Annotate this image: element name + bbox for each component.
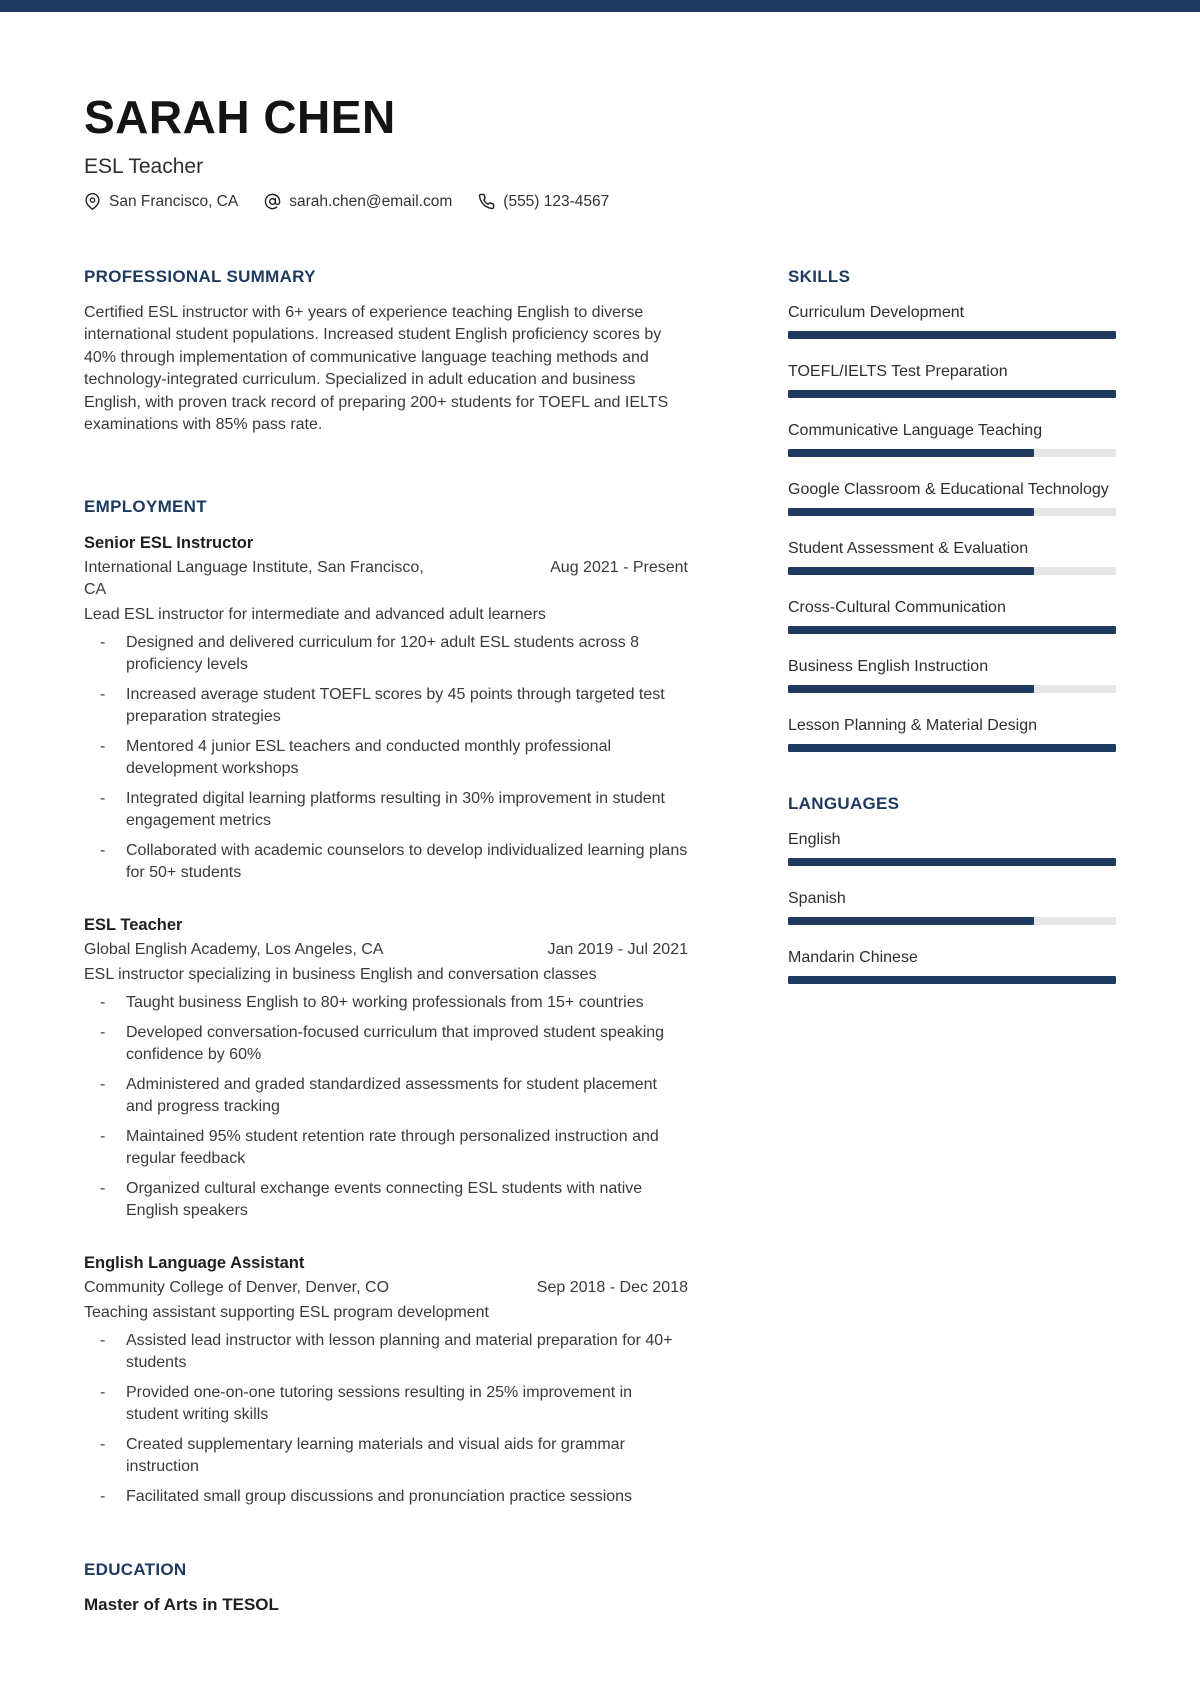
skill-bar-track [788,331,1116,339]
job-bullet: - Designed and delivered curriculum for 120+ adult ESL students across 8 proficiency levels [84,632,688,676]
job-bullets [84,632,688,884]
contact-email [264,193,452,211]
right-column [788,267,1116,1615]
job-summary: Teaching assistant supporting ESL program development [84,1303,489,1321]
job-meta-row [84,939,688,961]
job-bullet: - Collaborated with academic counselors to develop individualized learning plans for 50+ students [84,840,688,884]
contact-location [84,193,238,211]
section-title-summary: PROFESSIONAL SUMMARY [84,266,316,286]
job-entry [84,532,688,884]
person-title: ESL Teacher [84,154,204,178]
job-date: Aug 2021 - Present [550,558,688,576]
contact-row [84,193,1116,211]
skills-list [788,302,1116,752]
contact-phone-text: (555) 123-4567 [503,192,610,210]
phone-icon [478,193,495,210]
jobs-list [84,532,688,1508]
at-sign-icon [264,193,281,210]
job-bullet: - Increased average student TOEFL scores by 45 points through targeted test preparation strategies [84,684,688,728]
skill-bar-fill [788,449,1034,457]
skill-bar-track [788,917,1116,925]
skill-label: Cross-Cultural Communication [788,598,1006,616]
job-date: Jan 2019 - Jul 2021 [547,940,688,958]
skill-item [788,420,1116,457]
section-employment [84,497,688,1508]
section-title-skills: SKILLS [788,266,851,286]
skill-bar-fill [788,685,1034,693]
skill-item [788,947,1116,984]
skill-label: Business English Instruction [788,657,989,675]
job-bullets [84,1330,688,1508]
job-company: International Language Institute, San Francisco, CA [84,558,424,598]
job-bullet: - Administered and graded standardized assessments for student placement and progress tracking [84,1074,688,1118]
skill-bar-fill [788,567,1034,575]
skill-bar-fill [788,917,1034,925]
skill-bar-track [788,626,1116,634]
skill-bar-fill [788,390,1116,398]
section-languages [788,794,1116,984]
skill-item [788,829,1116,866]
skill-bar-fill [788,858,1116,866]
skill-item [788,538,1116,575]
top-accent-bar [0,0,1200,12]
languages-list [788,829,1116,984]
skill-label: Curriculum Development [788,303,965,321]
skill-label: Student Assessment & Evaluation [788,539,1029,557]
skill-item [788,302,1116,339]
job-bullet: - Provided one-on-one tutoring sessions resulting in 25% improvement in student writing skills [84,1382,688,1426]
skill-bar-fill [788,744,1116,752]
skill-bar-track [788,744,1116,752]
skill-item [788,715,1116,752]
job-entry [84,914,688,1222]
resume-page [0,92,1200,1615]
job-bullet: - Developed conversation-focused curriculum that improved student speaking confidence by 60% [84,1022,688,1066]
skill-bar-fill [788,508,1034,516]
job-company: Global English Academy, Los Angeles, CA [84,940,384,958]
job-summary: Lead ESL instructor for intermediate and advanced adult learners [84,605,546,623]
skill-bar-track [788,449,1116,457]
job-meta-row [84,1277,688,1299]
job-bullet: - Mentored 4 junior ESL teachers and conducted monthly professional development workshops [84,736,688,780]
skill-bar-track [788,390,1116,398]
resume-header [84,92,1116,211]
skill-item [788,888,1116,925]
skill-label: Mandarin Chinese [788,948,918,966]
job-bullet: - Integrated digital learning platforms resulting in 30% improvement in student engagement metrics [84,788,688,832]
skill-label: English [788,830,841,848]
job-bullet: - Assisted lead instructor with lesson planning and material preparation for 40+ students [84,1330,688,1374]
education-degree: Master of Arts in TESOL [84,1594,279,1614]
skill-bar-track [788,508,1116,516]
left-column [84,267,688,1615]
skill-bar-fill [788,331,1116,339]
job-title: English Language Assistant [84,1253,305,1272]
columns [84,267,1116,1615]
contact-phone [478,193,609,211]
job-company: Community College of Denver, Denver, CO [84,1278,390,1296]
job-meta-row [84,557,688,601]
section-title-languages: LANGUAGES [788,793,900,813]
skill-bar-fill [788,976,1116,984]
summary-text: Certified ESL instructor with 6+ years of experience teaching English to diverse international student populations. Increased student English proficiency scores by 40% through implementation of communicative language teaching methods and technology-integrated curriculum. Specialized in adult education and business English, with proven track record of preparing 200+ students for TOEFL and IELTS examinations with 85% pass rate. [84,303,669,434]
skill-item [788,597,1116,634]
job-bullet: - Maintained 95% student retention rate through personalized instruction and regular feedback [84,1126,688,1170]
section-professional-summary [84,267,688,437]
skill-item [788,479,1116,516]
job-bullet: - Organized cultural exchange events connecting ESL students with native English speakers [84,1178,688,1222]
skill-label: TOEFL/IELTS Test Preparation [788,362,1008,380]
skill-bar-track [788,685,1116,693]
skill-item [788,361,1116,398]
contact-location-text: San Francisco, CA [109,192,239,210]
job-bullets [84,992,688,1222]
job-bullet: - Facilitated small group discussions and pronunciation practice sessions [84,1486,688,1508]
contact-email-text: sarah.chen@email.com [289,192,453,210]
skill-label: Spanish [788,889,846,907]
skill-label: Lesson Planning & Material Design [788,716,1038,734]
section-title-employment: EMPLOYMENT [84,496,207,516]
skill-bar-track [788,976,1116,984]
skill-item [788,656,1116,693]
skill-bar-track [788,567,1116,575]
section-education [84,1560,688,1615]
skill-label: Communicative Language Teaching [788,421,1043,439]
job-title: ESL Teacher [84,915,183,934]
job-entry [84,1252,688,1508]
job-summary: ESL instructor specializing in business English and conversation classes [84,965,597,983]
job-bullet: - Created supplementary learning materials and visual aids for grammar instruction [84,1434,688,1478]
skill-bar-fill [788,626,1116,634]
section-skills [788,267,1116,752]
map-pin-icon [84,193,101,210]
job-date: Sep 2018 - Dec 2018 [536,1278,688,1296]
skill-bar-track [788,858,1116,866]
person-name: SARAH CHEN [84,91,396,143]
job-title: Senior ESL Instructor [84,533,254,552]
section-title-education: EDUCATION [84,1559,187,1579]
job-bullet: - Taught business English to 80+ working professionals from 15+ countries [84,992,688,1014]
skill-label: Google Classroom & Educational Technology [788,480,1109,498]
